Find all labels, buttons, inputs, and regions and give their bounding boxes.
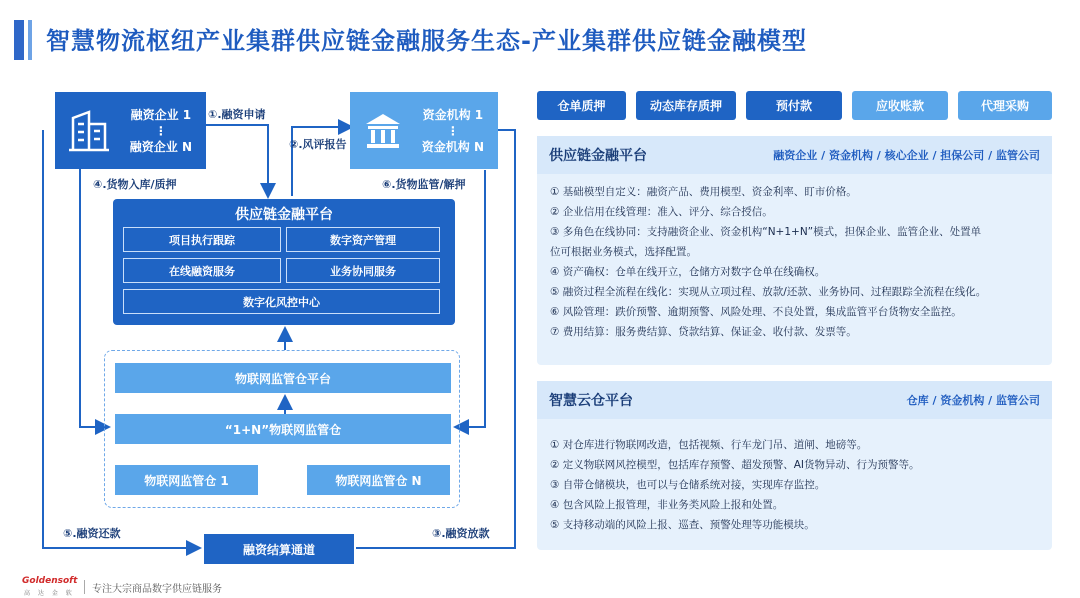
list-item: ② 定义物联网风控模型，包括库存预警、超发预警、AI货物异动、行为预警等。 (550, 459, 920, 471)
list-item: ⑥ 风险管理：跌价预警、逾期预警、风险处理、不良处置，集成监管平台货物安全监控。 (550, 306, 962, 318)
cloud-warehouse-panel-header (537, 381, 1052, 419)
platform-cell-online-financing: 在线融资服务 (123, 258, 281, 283)
iot-platform-box: 物联网监管仓平台 (115, 363, 451, 393)
label-goods-monitor: ⑥.货物监管/解押 (382, 178, 466, 191)
page-title: 智慧物流枢纽产业集群供应链金融服务生态-产业集群供应链金融模型 (46, 27, 807, 55)
list-item: ② 企业信用在线管理：准入、评分、综合授信。 (550, 206, 773, 218)
list-item: ⑦ 费用结算：服务费结算、贷款结算、保证金、收付款、发票等。 (550, 326, 857, 338)
finance-platform-panel-title: 供应链金融平台 (549, 148, 647, 164)
iot-warehouse-first-box: 物联网监管仓 1 (115, 465, 258, 495)
finance-platform-box (113, 199, 455, 325)
cloud-warehouse-panel-title: 智慧云仓平台 (549, 393, 633, 409)
platform-cell-project-tracking: 项目执行跟踪 (123, 227, 281, 252)
finance-platform-feature-list (550, 182, 1040, 342)
enterprise-first: 融资企业 1 (130, 107, 192, 122)
label-repay: ⑤.融资还款 (63, 527, 121, 540)
list-item: ④ 资产确权：仓单在线开立，仓储方对数字仓单在线确权。 (550, 266, 826, 278)
institution-last: 资金机构 N (421, 139, 484, 154)
list-item: ① 对仓库进行物联网改造，包括视频、行车龙门吊、道闸、地磅等。 (550, 439, 868, 451)
enterprise-box (55, 92, 206, 169)
label-risk-report: ②.风评报告 (289, 138, 347, 151)
platform-cell-collaboration: 业务协同服务 (286, 258, 440, 283)
cloud-warehouse-panel-roles: 仓库 / 资金机构 / 监管公司 (906, 394, 1040, 407)
cloud-warehouse-feature-list (550, 435, 1040, 535)
iot-warehouse-last-box: 物联网监管仓 N (307, 465, 450, 495)
tag-prepayment: 预付款 (746, 91, 842, 120)
tag-agency-procurement: 代理采购 (958, 91, 1052, 120)
list-item: ③ 自带仓储模块，也可以与仓储系统对接，实现库存监控。 (550, 479, 826, 491)
list-item: ③ 多角色在线协同：支持融资企业、资金机构“N+1+N”模式，担保企业、监管企业、处置单 (550, 226, 982, 238)
company-logo: Goldensoft (22, 576, 78, 586)
connector-goods-monitor (457, 170, 485, 427)
company-logo-subtitle: 高 达 金 软 (24, 590, 75, 597)
connector-goods-in (80, 168, 107, 427)
platform-cell-risk-center: 数字化风控中心 (123, 289, 440, 314)
list-item: 位可根据业务模式，选择配置。 (550, 246, 697, 258)
enterprise-dots: ⋮ (154, 123, 167, 138)
tag-receivables: 应收账款 (852, 91, 948, 120)
tag-warehouse-receipt-pledge: 仓单质押 (537, 91, 626, 120)
label-financing-apply: ①.融资申请 (208, 108, 266, 121)
list-item: ⑤ 融资过程全流程在线化：实现从立项过程、放款/还款、业务协同、过程跟踪全流程在线化。 (550, 286, 987, 298)
institution-box (350, 92, 498, 169)
institution-first: 资金机构 1 (422, 107, 484, 122)
institution-dots: ⋮ (446, 123, 459, 138)
iot-main-warehouse-box: “1+N”物联网监管仓 (115, 414, 451, 444)
footer-divider (84, 580, 85, 594)
enterprise-last: 融资企业 N (129, 139, 192, 154)
list-item: ④ 包含风险上报管理，非业务类风险上报和处置。 (550, 499, 784, 511)
finance-platform-panel-header (537, 136, 1052, 174)
finance-platform-title: 供应链金融平台 (235, 207, 333, 223)
footer-slogan: 专注大宗商品数字供应链服务 (92, 584, 222, 595)
settlement-channel-box: 融资结算通道 (204, 534, 354, 564)
finance-platform-panel (537, 136, 1052, 365)
label-loan: ③.融资放款 (432, 527, 490, 540)
label-goods-in: ④.货物入库/质押 (93, 178, 177, 191)
tag-dynamic-inventory-pledge: 动态库存质押 (636, 91, 736, 120)
list-item: ① 基础模型自定义：融资产品、费用模型、资金利率、盯市价格。 (550, 186, 857, 198)
cloud-warehouse-panel (537, 381, 1052, 550)
finance-platform-panel-roles: 融资企业 / 资金机构 / 核心企业 / 担保公司 / 监管公司 (773, 149, 1040, 162)
list-item: ⑤ 支持移动端的风险上报、巡查、预警处理等功能模块。 (550, 519, 815, 531)
platform-cell-digital-assets: 数字资产管理 (286, 227, 440, 252)
bank-icon (364, 112, 402, 150)
building-icon (69, 110, 109, 152)
